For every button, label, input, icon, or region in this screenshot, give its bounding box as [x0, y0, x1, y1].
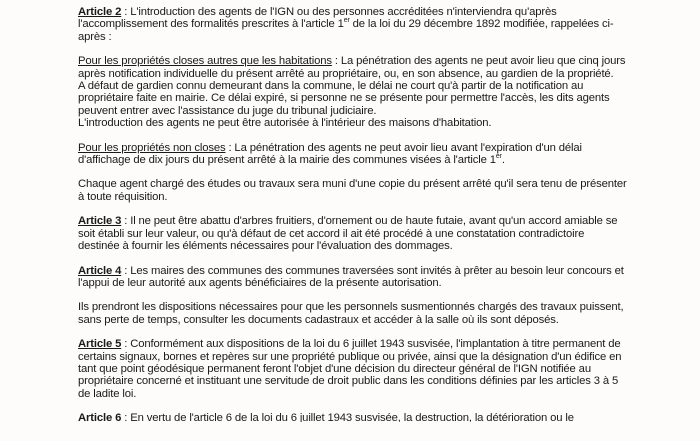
non-closes-text-1: : La pénétration des agents ne peut avoir lieu avant l'expiration d'un délai [225, 141, 582, 154]
non-closes-text-2: d'affichage de dix jours du présent arrêté à la mairie des communes visées à l'article 1 [78, 154, 496, 167]
non-closes-text-3: . [501, 154, 505, 167]
article-5-text-4: propriétaire concerné et instituant une servitude de droit public dans les conditions définies par les articles 3 à 5 [78, 375, 619, 388]
article-2-paragraph [78, 6, 670, 43]
closes-text-2: après notification individuelle du présent arrêté au propriétaire, ou, en son absence, au gardien de la propriété. [78, 67, 614, 80]
article-2-text-2: l'accomplissement des formalités prescrites à l'article 1 [78, 18, 344, 31]
closes-text-3: A défaut de gardien connu demeurant dans la commune, le délai ne court qu'à partir de la notification au [78, 80, 584, 93]
article-6-label: Article 6 [78, 412, 122, 423]
non-closes-label: Pour les propriétés non closes [78, 141, 226, 154]
article-4-text-1: : Les maires des communes des communes traversées sont invités à prêter au besoin leur concours et [121, 264, 624, 277]
dispositions-paragraph [78, 301, 670, 326]
closes-text-1: : La pénétration des agents ne peut avoir lieu que cinq jours [331, 55, 626, 68]
closes-text-5: peuvent entrer avec l'assistance du juge du tribunal judiciaire. [78, 104, 377, 117]
article-5-text-2: certains signaux, bornes et repères sur une propriété publique ou privée, ainsi que la désignation d'un édifice en [78, 350, 622, 363]
dispositions-text-1: Ils prendront les dispositions nécessaires pour que les personnels susmentionnés chargés des travaux puissent, [78, 301, 624, 314]
article-3-text-2: soit établi sur leur valeur, ou qu'à défaut de cet accord il ait été procédé à une constatation contradictoire [78, 227, 585, 240]
non-closes-sup: er [495, 153, 502, 161]
article-5-text-3: tant que point géodésique permanent feront l'objet d'une décision du directeur général de l'IGN notifiée au [78, 362, 591, 375]
closes-text-6: L'introduction des agents ne peut être autorisée à l'intérieur des maisons d'habitation. [78, 117, 492, 130]
article-4-text-2: l'appui de leur autorité aux agents bénéficiaires de la présente autorisation. [78, 276, 442, 289]
article-2-text-1: : L'introduction des agents de l'IGN ou des personnes accréditées n'interviendra qu'après [121, 6, 557, 18]
closes-text-4: propriétaire faite en mairie. Ce délai expiré, si personne ne se présente pour permettre l'accès, les dits agents [78, 92, 610, 105]
dispositions-text-2: sans perte de temps, consulter les documents cadastraux et accéder à la salle où ils sont déposés. [78, 313, 559, 326]
closes-paragraph [78, 55, 670, 129]
article-6-text-1: : En vertu de l'article 6 de la loi du 6 juillet 1943 susvisée, la destruction, la détérioration ou le [121, 412, 574, 423]
article-2-text-4: après : [78, 30, 112, 43]
article-2-label: Article 2 [78, 6, 122, 18]
article-3-text-3: destinée à fournir les éléments nécessaires pour l'évaluation des dommages. [78, 240, 453, 253]
article-5-text-1: : Conformément aux dispositions de la loi du 6 juillet 1943 susvisée, l'implantation à titre permanent de [121, 338, 621, 351]
article-2-sup: er [343, 17, 350, 25]
article-3-text-1: : Il ne peut être abattu d'arbres fruitiers, d'ornement ou de haute futaie, avant qu'un accord amiable se [121, 215, 618, 228]
article-2-text-3: de la loi du 29 décembre 1892 modifiée, rappelées ci- [349, 18, 614, 31]
article-3-label: Article 3 [78, 215, 122, 228]
copy-text-2: à toute réquisition. [78, 190, 168, 203]
copy-text-1: Chaque agent chargé des études ou travaux sera muni d'une copie du présent arrêté qu'il sera tenu de présenter [78, 178, 627, 191]
closes-label: Pour les propriétés closes autres que les habitations [78, 55, 332, 68]
article-5-paragraph [78, 338, 670, 400]
copy-paragraph [78, 178, 670, 203]
article-5-label: Article 5 [78, 338, 122, 351]
article-5-text-5: de ladite loi. [78, 387, 137, 400]
article-4-label: Article 4 [78, 264, 122, 277]
article-3-paragraph [78, 215, 670, 252]
article-4-paragraph [78, 265, 670, 290]
article-6-paragraph [78, 412, 670, 422]
non-closes-paragraph [78, 142, 670, 167]
